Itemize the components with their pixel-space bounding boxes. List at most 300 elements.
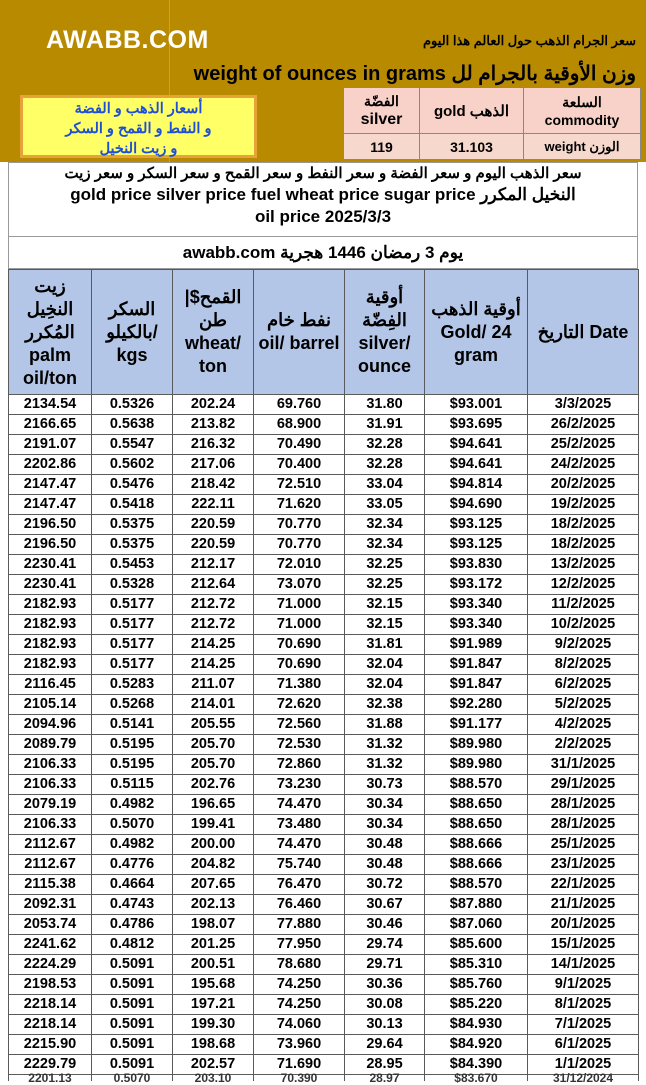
table-cell: 2182.93 — [9, 655, 92, 675]
table-cell: 71.000 — [254, 595, 345, 615]
table-cell: 30.46 — [345, 915, 425, 935]
table-cell: 2224.29 — [9, 955, 92, 975]
table-row — [9, 1035, 639, 1055]
table-cell: 74.470 — [254, 795, 345, 815]
table-cell: 0.5141 — [92, 715, 173, 735]
table-row — [9, 455, 639, 475]
table-cell: 30.67 — [345, 895, 425, 915]
table-cell: 32.25 — [345, 575, 425, 595]
table-cell: 2112.67 — [9, 855, 92, 875]
table-cell: 2218.14 — [9, 995, 92, 1015]
table-cell: 0.5091 — [92, 1015, 173, 1035]
table-row — [9, 1055, 639, 1075]
table-cell: 2092.31 — [9, 895, 92, 915]
hijri-date-row: awabb.com يوم 3 رمضان 1446 هجرية — [8, 237, 638, 269]
table-cell: 71.380 — [254, 675, 345, 695]
table-cell: $87.880 — [425, 895, 528, 915]
table-cell: 19/2/2025 — [528, 495, 639, 515]
silver-label-en: silver — [360, 110, 403, 128]
table-cell: 75.740 — [254, 855, 345, 875]
table-cell: 2053.74 — [9, 915, 92, 935]
table-cell: 68.900 — [254, 415, 345, 435]
info-line-arabic: سعر الذهب اليوم و سعر الفضة و سعر النفط و سعر القمح و سعر السكر و سعر زيت — [64, 165, 582, 182]
table-cell: 70.400 — [254, 455, 345, 475]
table-cell: 196.65 — [173, 795, 254, 815]
table-cell: $87.060 — [425, 915, 528, 935]
table-cell: 28/1/2025 — [528, 815, 639, 835]
table-row — [9, 675, 639, 695]
table-cell: 2079.19 — [9, 795, 92, 815]
table-cell: 217.06 — [173, 455, 254, 475]
table-cell: 5/2/2025 — [528, 695, 639, 715]
table-cell: 12/2/2025 — [528, 575, 639, 595]
table-cell: 2182.93 — [9, 615, 92, 635]
table-cell: 6/1/2025 — [528, 1035, 639, 1055]
table-cell: 2147.47 — [9, 495, 92, 515]
table-cell: 0.5326 — [92, 395, 173, 415]
table-cell: 72.530 — [254, 735, 345, 755]
table-cell: 205.70 — [173, 755, 254, 775]
table-cell: 32.28 — [345, 435, 425, 455]
table-row — [9, 1015, 639, 1035]
table-cell: $91.177 — [425, 715, 528, 735]
table-cell: 199.30 — [173, 1015, 254, 1035]
table-row — [9, 715, 639, 735]
table-cell: $85.220 — [425, 995, 528, 1015]
table-cell: 0.5195 — [92, 735, 173, 755]
table-cell: 202.76 — [173, 775, 254, 795]
promo-box — [20, 95, 257, 158]
table-row — [9, 975, 639, 995]
table-cell: $93.340 — [425, 615, 528, 635]
table-cell: 202.24 — [173, 395, 254, 415]
table-cell: 28.95 — [345, 1055, 425, 1075]
info-line-date: oil price 2025/3/3 — [254, 207, 392, 226]
table-cell: 7/1/2025 — [528, 1015, 639, 1035]
col-date: التاريخ Date — [528, 270, 639, 395]
table-cell: 74.470 — [254, 835, 345, 855]
table-cell: 28.97 — [345, 1075, 425, 1082]
price-table — [8, 269, 639, 1085]
table-cell: 70.690 — [254, 635, 345, 655]
col-wheat: القمح$| طن wheat/ ton — [173, 270, 254, 395]
table-cell: 2230.41 — [9, 555, 92, 575]
table-cell: 0.5177 — [92, 655, 173, 675]
table-row — [9, 775, 639, 795]
table-cell: $84.930 — [425, 1015, 528, 1035]
table-row — [9, 915, 639, 935]
table-row — [9, 1075, 639, 1082]
col-silver: أوقية الفِضّة silver/ ounce — [345, 270, 425, 395]
table-cell: 0.5091 — [92, 975, 173, 995]
table-cell: $93.172 — [425, 575, 528, 595]
table-cell: 18/2/2025 — [528, 515, 639, 535]
table-cell: 20/2/2025 — [528, 475, 639, 495]
table-cell: 33.05 — [345, 495, 425, 515]
table-cell: 76.470 — [254, 875, 345, 895]
table-cell: 32.34 — [345, 535, 425, 555]
table-cell: 74.250 — [254, 995, 345, 1015]
table-cell: 0.5070 — [92, 1075, 173, 1082]
table-cell: 30.13 — [345, 1015, 425, 1035]
table-cell: 71.620 — [254, 495, 345, 515]
table-cell: 73.960 — [254, 1035, 345, 1055]
table-row — [9, 995, 639, 1015]
table-cell: 201.25 — [173, 935, 254, 955]
table-cell: 77.950 — [254, 935, 345, 955]
table-cell: 2094.96 — [9, 715, 92, 735]
table-cell: 71.000 — [254, 615, 345, 635]
table-cell: 2198.53 — [9, 975, 92, 995]
table-cell: 31.32 — [345, 735, 425, 755]
table-cell: 25/2/2025 — [528, 435, 639, 455]
table-row — [9, 435, 639, 455]
table-cell: 8/2/2025 — [528, 655, 639, 675]
table-cell: 13/2/2025 — [528, 555, 639, 575]
table-row — [9, 615, 639, 635]
table-cell: $94.814 — [425, 475, 528, 495]
table-cell: 0.5115 — [92, 775, 173, 795]
table-cell: 32.25 — [345, 555, 425, 575]
gold-label: الذهب gold — [420, 88, 524, 134]
table-cell: 212.72 — [173, 595, 254, 615]
table-cell: $88.650 — [425, 815, 528, 835]
table-cell: 72.860 — [254, 755, 345, 775]
table-cell: 195.68 — [173, 975, 254, 995]
table-row — [9, 835, 639, 855]
table-cell: $83.670 — [425, 1075, 528, 1082]
table-cell: $94.641 — [425, 455, 528, 475]
table-header-row — [9, 270, 639, 395]
col-oil: نفط خام oil/ barrel — [254, 270, 345, 395]
table-cell: 77.880 — [254, 915, 345, 935]
table-cell: 29.64 — [345, 1035, 425, 1055]
table-cell: 0.4776 — [92, 855, 173, 875]
table-cell: 2134.54 — [9, 395, 92, 415]
table-cell: 69.760 — [254, 395, 345, 415]
table-cell: 2116.45 — [9, 675, 92, 695]
table-cell: 29.71 — [345, 955, 425, 975]
table-body — [9, 395, 639, 1085]
table-cell: 31.32 — [345, 755, 425, 775]
silver-label-cell — [344, 88, 420, 134]
table-cell: 32.34 — [345, 515, 425, 535]
table-cell: 214.25 — [173, 635, 254, 655]
table-cell: 2215.90 — [9, 1035, 92, 1055]
table-cell: 32.04 — [345, 675, 425, 695]
table-cell: 0.5602 — [92, 455, 173, 475]
table-cell: 2166.65 — [9, 415, 92, 435]
table-cell: 70.690 — [254, 655, 345, 675]
table-cell: 24/2/2025 — [528, 455, 639, 475]
table-cell: $93.125 — [425, 535, 528, 555]
table-cell: 198.68 — [173, 1035, 254, 1055]
table-cell: $85.310 — [425, 955, 528, 975]
table-cell: 2182.93 — [9, 595, 92, 615]
table-cell: 31.91 — [345, 415, 425, 435]
table-cell: $91.847 — [425, 655, 528, 675]
table-cell: 2229.79 — [9, 1055, 92, 1075]
table-cell: 0.5091 — [92, 995, 173, 1015]
table-cell: 74.250 — [254, 975, 345, 995]
gold-weight-value: 31.103 — [420, 134, 524, 160]
table-cell: 2182.93 — [9, 635, 92, 655]
table-cell: $92.280 — [425, 695, 528, 715]
table-cell: 0.4664 — [92, 875, 173, 895]
table-cell: $93.125 — [425, 515, 528, 535]
table-cell: 2147.47 — [9, 475, 92, 495]
table-cell: 0.5091 — [92, 1035, 173, 1055]
header-band — [0, 0, 646, 162]
table-cell: 31/12/2024 — [528, 1075, 639, 1082]
table-cell: $93.001 — [425, 395, 528, 415]
col-sugar: السكر بالكيلو/ kgs — [92, 270, 173, 395]
table-cell: 0.5070 — [92, 815, 173, 835]
table-cell: 28/1/2025 — [528, 795, 639, 815]
table-cell: $84.920 — [425, 1035, 528, 1055]
table-cell: 9/1/2025 — [528, 975, 639, 995]
table-cell: 74.060 — [254, 1015, 345, 1035]
table-cell: 6/2/2025 — [528, 675, 639, 695]
table-cell: $89.980 — [425, 755, 528, 775]
table-cell: $88.666 — [425, 855, 528, 875]
table-cell: 15/1/2025 — [528, 935, 639, 955]
table-cell: 26/2/2025 — [528, 415, 639, 435]
table-cell: 70.490 — [254, 435, 345, 455]
table-cell: 23/1/2025 — [528, 855, 639, 875]
commodity-label: السلعة commodity — [524, 88, 641, 134]
table-cell: 0.5091 — [92, 1055, 173, 1075]
table-cell: 70.770 — [254, 535, 345, 555]
table-cell: 33.04 — [345, 475, 425, 495]
table-cell: 76.460 — [254, 895, 345, 915]
table-cell: 0.5453 — [92, 555, 173, 575]
table-cell: 73.070 — [254, 575, 345, 595]
site-title[interactable]: AWABB.COM — [46, 26, 209, 54]
table-cell: 212.72 — [173, 615, 254, 635]
table-cell: 30.36 — [345, 975, 425, 995]
table-cell: 0.5283 — [92, 675, 173, 695]
table-row — [9, 655, 639, 675]
table-cell: 29/1/2025 — [528, 775, 639, 795]
table-cell: 218.42 — [173, 475, 254, 495]
table-row — [9, 495, 639, 515]
table-row — [9, 595, 639, 615]
table-cell: $89.980 — [425, 735, 528, 755]
table-cell: 22/1/2025 — [528, 875, 639, 895]
table-cell: 30.72 — [345, 875, 425, 895]
table-cell: 30.34 — [345, 815, 425, 835]
table-cell: 20/1/2025 — [528, 915, 639, 935]
silver-label-ar: الفضّة — [364, 92, 399, 109]
table-cell: 32.15 — [345, 615, 425, 635]
table-cell: $93.340 — [425, 595, 528, 615]
table-cell: 0.5418 — [92, 495, 173, 515]
table-cell: 200.51 — [173, 955, 254, 975]
table-cell: 199.41 — [173, 815, 254, 835]
table-cell: 32.28 — [345, 455, 425, 475]
table-cell: $93.695 — [425, 415, 528, 435]
table-cell: 0.5476 — [92, 475, 173, 495]
table-cell: 212.17 — [173, 555, 254, 575]
table-cell: 8/1/2025 — [528, 995, 639, 1015]
table-cell: $88.650 — [425, 795, 528, 815]
table-cell: 73.230 — [254, 775, 345, 795]
col-gold: أوقية الذهب Gold/ 24 gram — [425, 270, 528, 395]
table-cell: 78.680 — [254, 955, 345, 975]
info-block — [8, 162, 638, 237]
table-cell: 73.480 — [254, 815, 345, 835]
table-cell: 31.80 — [345, 395, 425, 415]
table-cell: 198.07 — [173, 915, 254, 935]
table-row — [9, 635, 639, 655]
table-cell: 213.82 — [173, 415, 254, 435]
table-cell: 72.010 — [254, 555, 345, 575]
table-row — [9, 755, 639, 775]
table-cell: 197.21 — [173, 995, 254, 1015]
table-cell: 2106.33 — [9, 755, 92, 775]
table-cell: 2202.86 — [9, 455, 92, 475]
table-row — [9, 795, 639, 815]
promo-line: و النفط و القمح و السكر — [65, 121, 212, 137]
table-cell: 70.390 — [254, 1075, 345, 1082]
arabic-subtitle: سعر الجرام الذهب حول العالم هذا اليوم — [423, 33, 636, 48]
table-cell: 202.13 — [173, 895, 254, 915]
table-cell: 72.510 — [254, 475, 345, 495]
table-cell: 2191.07 — [9, 435, 92, 455]
table-cell: 0.4812 — [92, 935, 173, 955]
promo-line: أسعار الذهب و الفضة — [74, 101, 203, 117]
table-cell: 0.5091 — [92, 955, 173, 975]
info-line-english: gold price silver price fuel wheat price sugar price النخيل المكرر — [70, 185, 576, 204]
table-cell: 211.07 — [173, 675, 254, 695]
silver-weight-value: 119 — [344, 134, 420, 160]
table-cell: 1/1/2025 — [528, 1055, 639, 1075]
table-cell: $91.989 — [425, 635, 528, 655]
table-cell: 214.25 — [173, 655, 254, 675]
table-cell: 202.57 — [173, 1055, 254, 1075]
table-row — [9, 475, 639, 495]
table-cell: 18/2/2025 — [528, 535, 639, 555]
table-cell: $88.570 — [425, 775, 528, 795]
table-cell: 220.59 — [173, 515, 254, 535]
table-cell: 2218.14 — [9, 1015, 92, 1035]
promo-line: و زيت النخيل — [99, 141, 178, 157]
table-cell: 222.11 — [173, 495, 254, 515]
table-cell: 70.770 — [254, 515, 345, 535]
table-cell: 0.5375 — [92, 535, 173, 555]
table-cell: 205.70 — [173, 735, 254, 755]
table-cell: 0.5328 — [92, 575, 173, 595]
table-cell: 2196.50 — [9, 515, 92, 535]
table-cell: $91.847 — [425, 675, 528, 695]
table-cell: $94.690 — [425, 495, 528, 515]
table-cell: 3/3/2025 — [528, 395, 639, 415]
table-row — [9, 535, 639, 555]
table-cell: 212.64 — [173, 575, 254, 595]
table-cell: 0.4982 — [92, 795, 173, 815]
table-row — [9, 735, 639, 755]
table-cell: 31.81 — [345, 635, 425, 655]
table-cell: 2106.33 — [9, 775, 92, 795]
table-cell: 32.04 — [345, 655, 425, 675]
table-row — [9, 555, 639, 575]
table-cell: 25/1/2025 — [528, 835, 639, 855]
weight-label: الوزن weight — [524, 134, 641, 160]
table-cell: 11/2/2025 — [528, 595, 639, 615]
table-cell: 32.38 — [345, 695, 425, 715]
table-cell: 21/1/2025 — [528, 895, 639, 915]
table-cell: 2112.67 — [9, 835, 92, 855]
weight-table — [343, 87, 641, 160]
table-cell: 2105.14 — [9, 695, 92, 715]
table-row — [9, 955, 639, 975]
table-cell: 0.5268 — [92, 695, 173, 715]
table-cell: 203.10 — [173, 1075, 254, 1082]
table-cell: 0.4743 — [92, 895, 173, 915]
table-cell: $85.760 — [425, 975, 528, 995]
table-cell: 2089.79 — [9, 735, 92, 755]
table-cell: 214.01 — [173, 695, 254, 715]
table-cell: 207.65 — [173, 875, 254, 895]
table-row — [9, 875, 639, 895]
table-cell: 2/2/2025 — [528, 735, 639, 755]
table-cell: 72.560 — [254, 715, 345, 735]
table-cell: 32.15 — [345, 595, 425, 615]
table-row — [9, 935, 639, 955]
table-row — [9, 695, 639, 715]
table-cell: $94.641 — [425, 435, 528, 455]
weight-title: وزن الأوقية بالجرام لل weight of ounces in grams — [193, 63, 636, 85]
table-cell: 10/2/2025 — [528, 615, 639, 635]
table-cell: 14/1/2025 — [528, 955, 639, 975]
table-cell: 29.74 — [345, 935, 425, 955]
table-cell: 0.4786 — [92, 915, 173, 935]
table-cell: 0.5177 — [92, 615, 173, 635]
table-cell: 0.5177 — [92, 635, 173, 655]
table-cell: 9/2/2025 — [528, 635, 639, 655]
table-cell: 0.5638 — [92, 415, 173, 435]
table-cell: 0.5177 — [92, 595, 173, 615]
table-cell: $88.570 — [425, 875, 528, 895]
table-cell: 0.5375 — [92, 515, 173, 535]
table-row — [9, 395, 639, 415]
table-cell: 2230.41 — [9, 575, 92, 595]
table-cell: 31/1/2025 — [528, 755, 639, 775]
table-cell: 30.48 — [345, 835, 425, 855]
table-cell: 2241.62 — [9, 935, 92, 955]
table-cell: 30.08 — [345, 995, 425, 1015]
table-cell: 2115.38 — [9, 875, 92, 895]
table-cell: $84.390 — [425, 1055, 528, 1075]
table-cell: 31.88 — [345, 715, 425, 735]
table-cell: 2196.50 — [9, 535, 92, 555]
table-cell: 2106.33 — [9, 815, 92, 835]
table-cell: 204.82 — [173, 855, 254, 875]
table-cell: 4/2/2025 — [528, 715, 639, 735]
table-row — [9, 575, 639, 595]
table-cell: 0.5547 — [92, 435, 173, 455]
table-cell: 72.620 — [254, 695, 345, 715]
table-cell: 0.5195 — [92, 755, 173, 775]
table-cell: 205.55 — [173, 715, 254, 735]
table-row — [9, 815, 639, 835]
table-cell: 30.34 — [345, 795, 425, 815]
table-row — [9, 415, 639, 435]
table-cell: 216.32 — [173, 435, 254, 455]
table-cell: 0.4982 — [92, 835, 173, 855]
table-cell: $93.830 — [425, 555, 528, 575]
